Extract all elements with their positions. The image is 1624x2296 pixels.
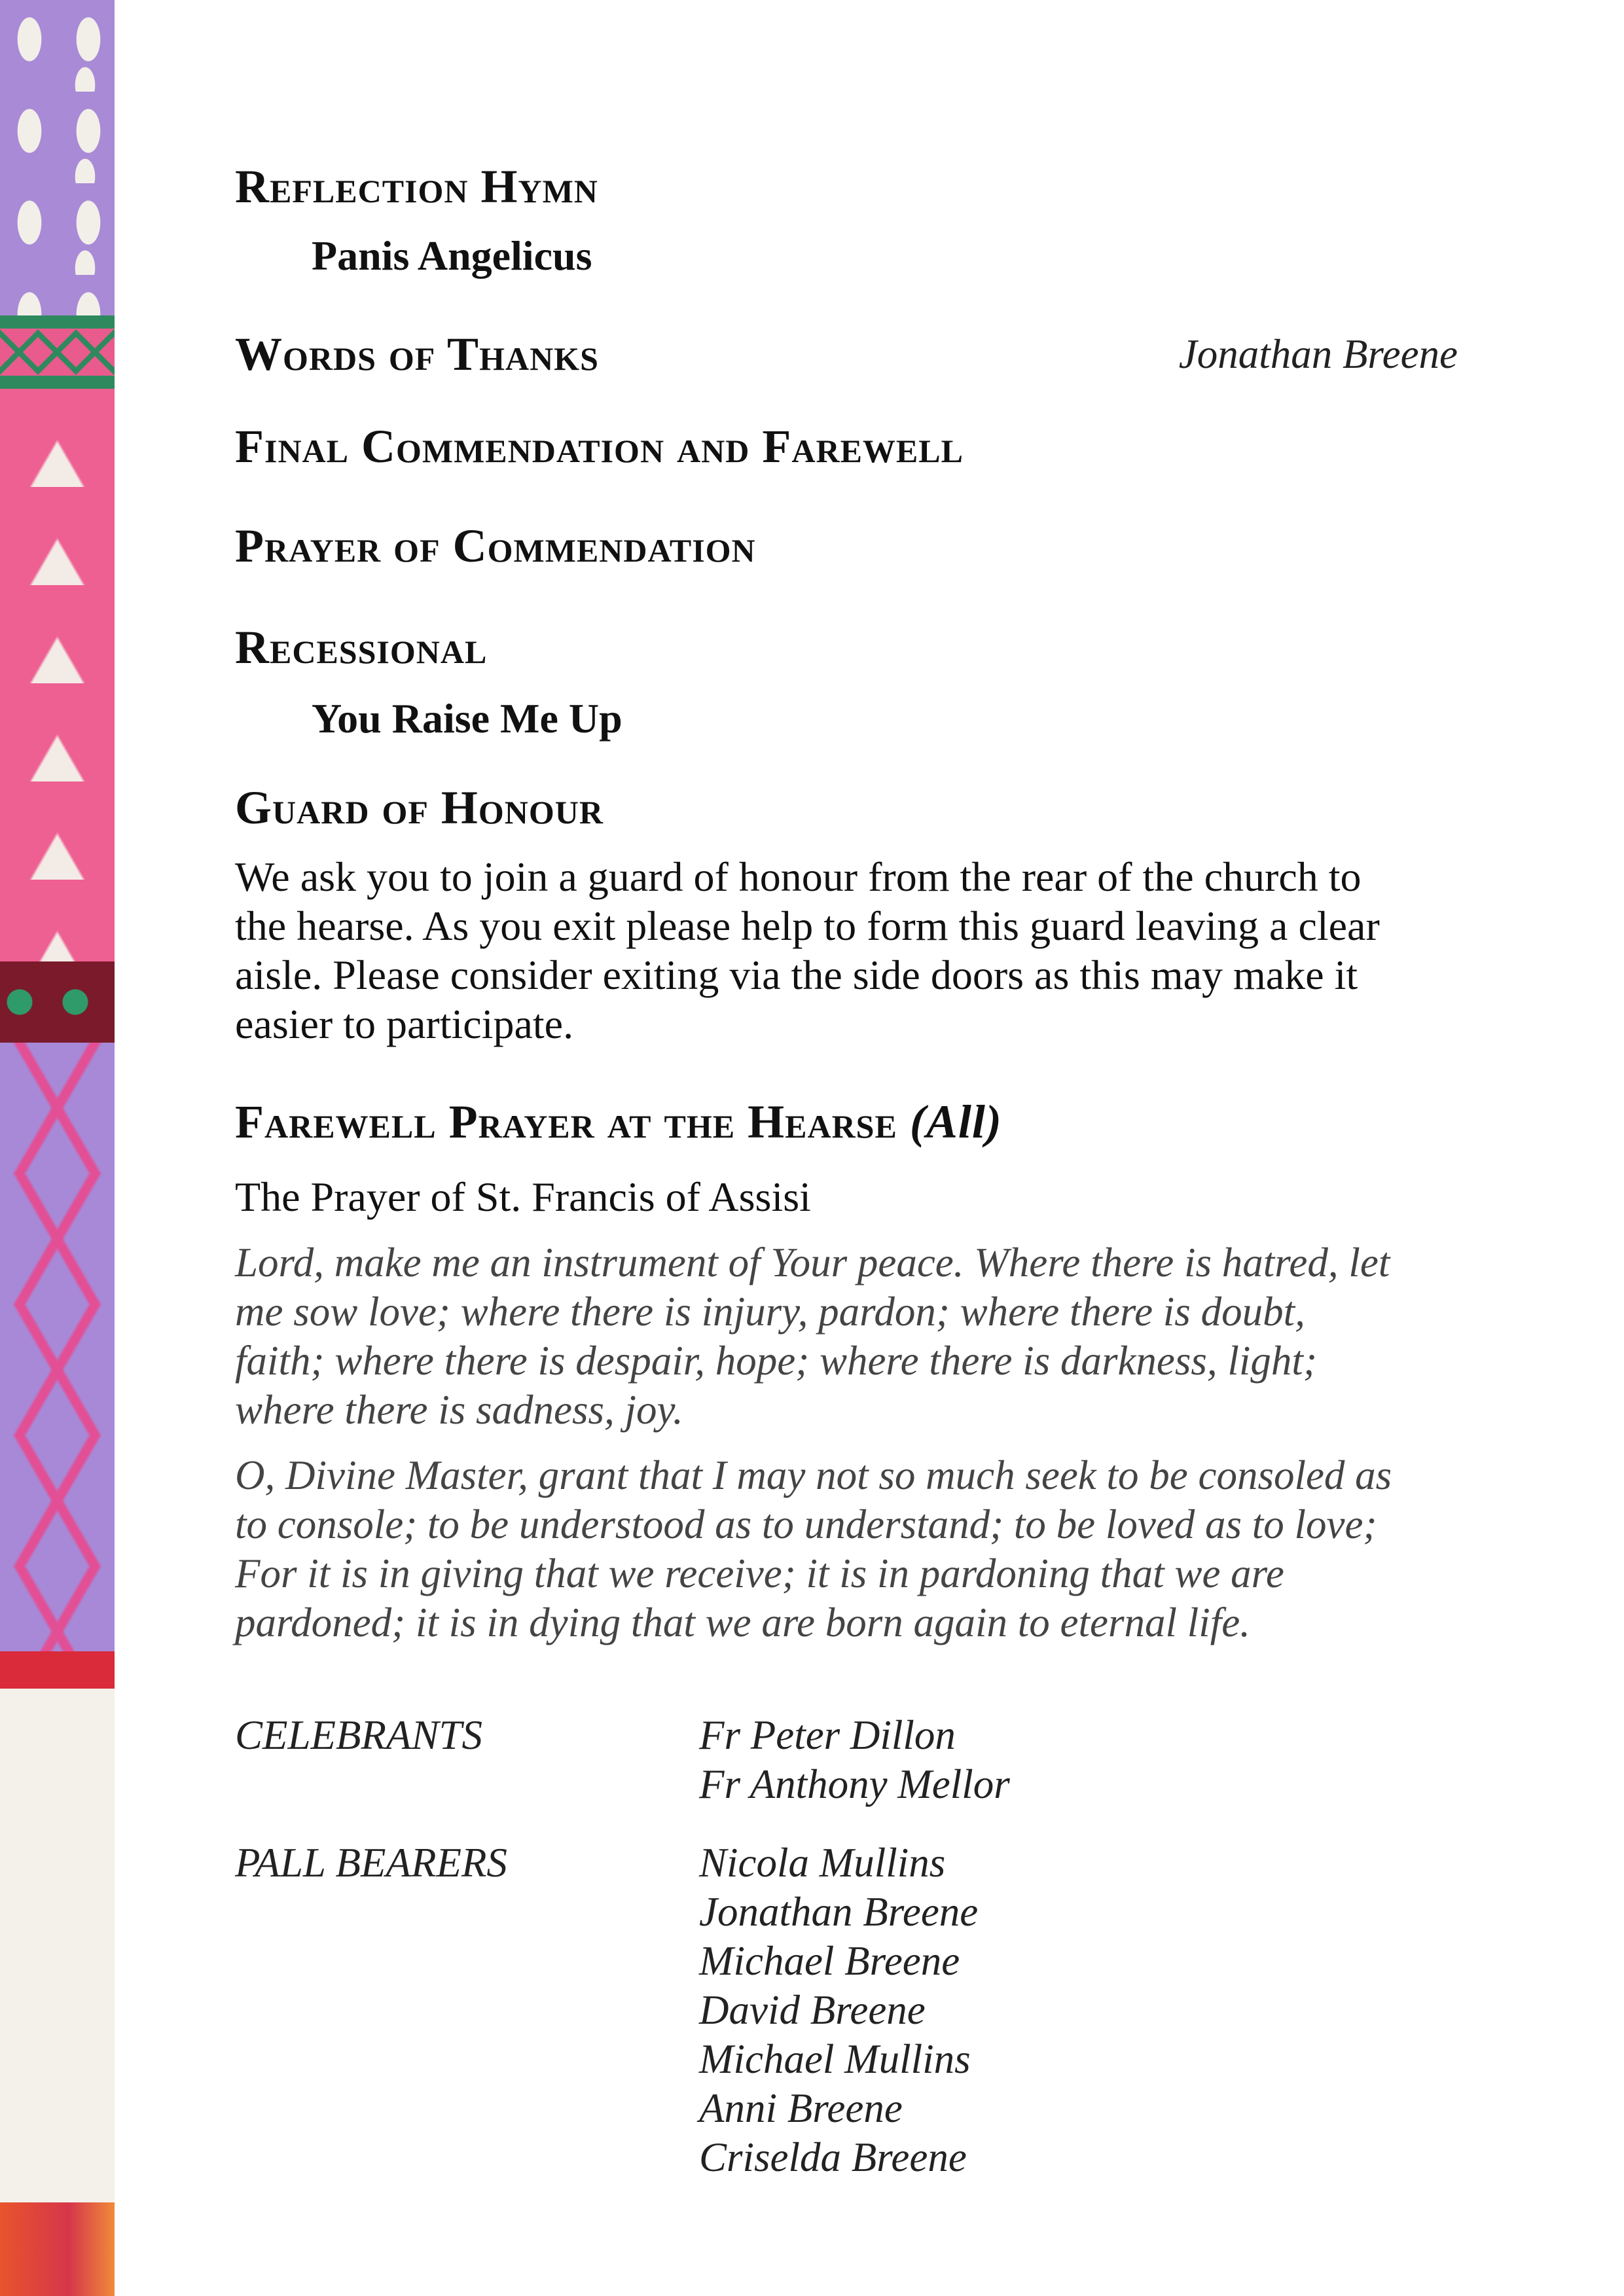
pall-bearer-name: Nicola Mullins <box>699 1840 946 1886</box>
prayer-line: faith; where there is despair, hope; where there is darkness, light; <box>235 1338 1317 1384</box>
prayer-line: O, Divine Master, grant that I may not so much seek to be consoled as <box>235 1452 1392 1498</box>
pall-bearer-name: David Breene <box>699 1987 926 2033</box>
celebrant-name: Fr Peter Dillon <box>699 1712 956 1758</box>
pall-bearer-name: Anni Breene <box>699 2085 903 2131</box>
pall-bearer-name: Jonathan Breene <box>699 1889 979 1935</box>
border-band-purple-pink <box>0 1043 115 1651</box>
celebrant-name: Fr Anthony Mellor <box>699 1761 1010 1807</box>
pall-bearers-label: PALL BEARERS <box>235 1840 507 1886</box>
guard-text-line: the hearse. As you exit please help to form this guard leaving a clear <box>235 903 1380 949</box>
prayer-line: For it is in giving that we receive; it is in pardoning that we are <box>235 1551 1284 1596</box>
border-band-purple <box>0 0 115 315</box>
border-band-dots <box>0 961 115 1043</box>
decorative-fabric-border <box>0 0 115 2296</box>
pall-bearer-name: Michael Mullins <box>699 2036 971 2082</box>
border-band-triangles <box>0 315 115 389</box>
heading-guard-of-honour: Guard of Honour <box>235 781 604 834</box>
border-band-orange <box>0 2202 115 2296</box>
heading-reflection-hymn: Reflection Hymn <box>235 160 598 213</box>
border-band-green-crosses <box>0 1689 115 2202</box>
celebrants-label: CELEBRANTS <box>235 1712 483 1758</box>
prayer-line: Lord, make me an instrument of Your peace. Where there is hatred, let <box>235 1240 1390 1285</box>
prayer-line: pardoned; it is in dying that we are born again to eternal life. <box>235 1600 1250 1645</box>
prayer-line: to console; to be understood as to understand; to be loved as to love; <box>235 1501 1377 1547</box>
border-band-pink <box>0 389 115 961</box>
thanks-speaker: Jonathan Breene <box>1178 331 1458 377</box>
heading-recessional: Recessional <box>235 621 488 673</box>
border-band-red <box>0 1651 115 1689</box>
pall-bearer-name: Michael Breene <box>699 1938 960 1984</box>
pall-bearer-name: Criselda Breene <box>699 2134 967 2180</box>
guard-text-line: easier to participate. <box>235 1001 574 1047</box>
heading-final-commendation: Final Commendation and Farewell <box>235 420 964 473</box>
heading-prayer-of-commendation: Prayer of Commendation <box>235 520 756 572</box>
prayer-subtitle: The Prayer of St. Francis of Assisi <box>235 1174 811 1220</box>
prayer-line: me sow love; where there is injury, pardon; where there is doubt, <box>235 1289 1305 1335</box>
guard-text-line: We ask you to join a guard of honour from the rear of the church to <box>235 853 1362 900</box>
heading-farewell-prayer <box>235 1098 1002 1147</box>
prayer-line: where there is sadness, joy. <box>235 1387 683 1433</box>
farewell-heading-note: (All) <box>909 1096 1002 1148</box>
hymn-title: Panis Angelicus <box>312 232 592 279</box>
farewell-heading-text: Farewell Prayer at the Hearse <box>235 1096 897 1148</box>
recessional-title: You Raise Me Up <box>312 695 623 742</box>
guard-text-line: aisle. Please consider exiting via the side doors as this may make it <box>235 952 1358 998</box>
heading-words-of-thanks: Words of Thanks <box>235 328 599 380</box>
